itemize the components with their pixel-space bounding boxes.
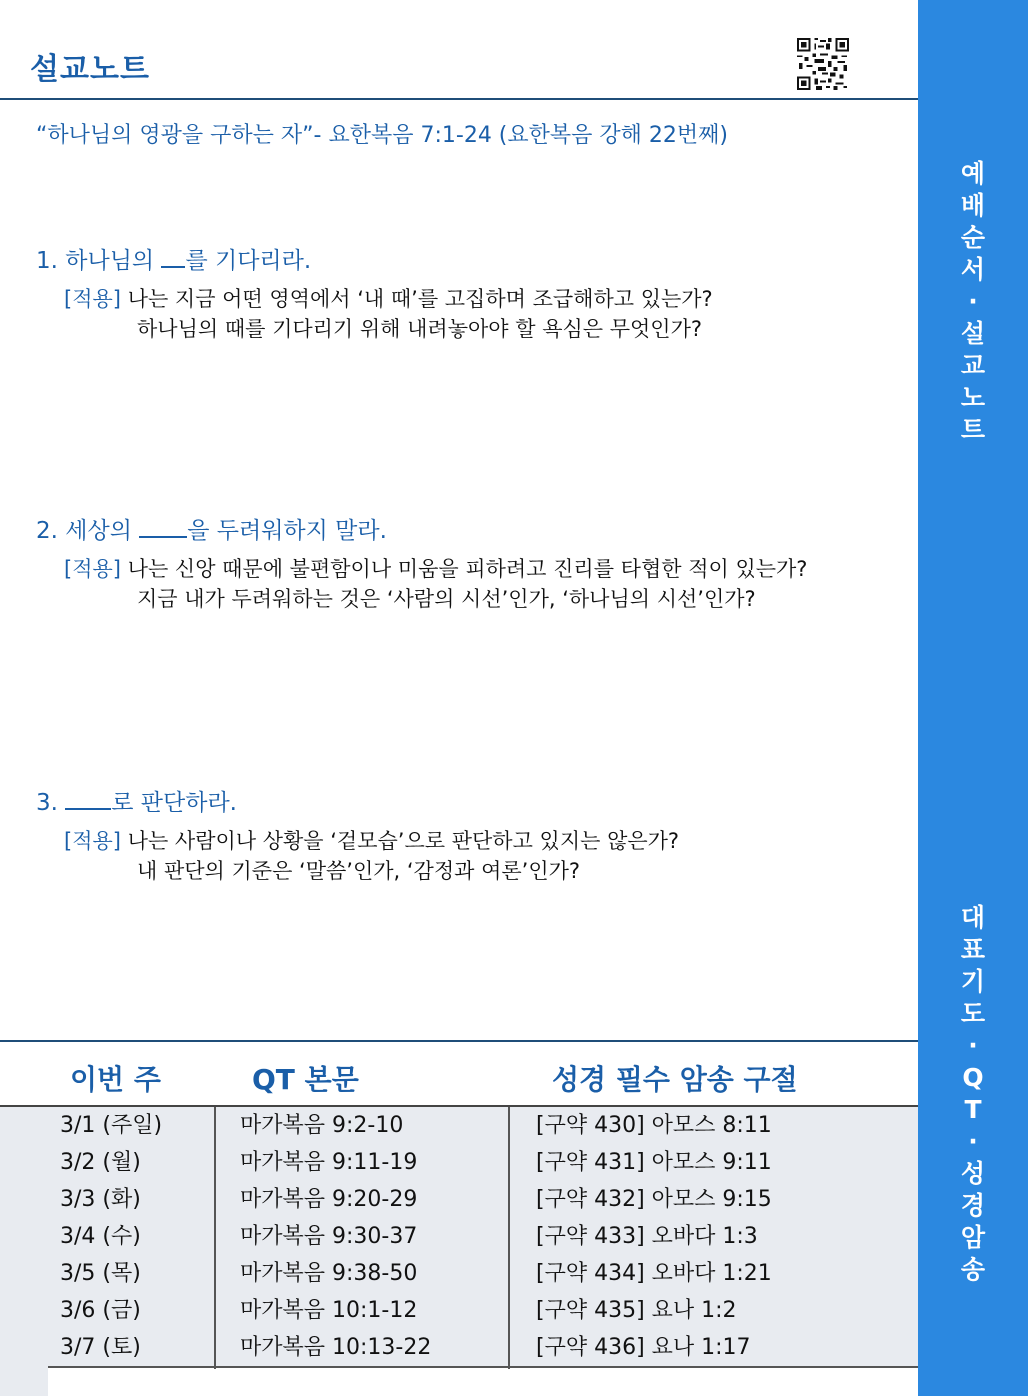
table-cell-verse: [구약 430] 아모스 8:11 — [536, 1113, 772, 1138]
apply-tag: [적용] — [64, 557, 121, 581]
table-cell-date: 3/1 (주일) — [60, 1113, 163, 1138]
apply-question-1: 나는 신앙 때문에 불편함이나 미움을 피하려고 진리를 타협한 적이 있는가? — [127, 557, 808, 581]
column-header-memory-verse: 성경 필수 암송 구절 — [552, 1063, 798, 1096]
apply-question-2: 지금 내가 두려워하는 것은 ‘사람의 시선’인가, ‘하나님의 시선’인가? — [137, 587, 756, 611]
point-3-title — [36, 784, 237, 817]
table-row — [48, 1255, 918, 1294]
header-divider — [0, 98, 918, 100]
table-row — [48, 1329, 918, 1368]
table-column-divider — [508, 1107, 510, 1369]
table-row — [48, 1181, 918, 1220]
fill-in-blank[interactable] — [161, 246, 185, 268]
table-row — [48, 1107, 918, 1146]
apply-question-1: 나는 지금 어떤 영역에서 ‘내 때’를 고집하며 조급해하고 있는가? — [127, 287, 713, 311]
point-2-title — [36, 512, 387, 545]
point-text-after: 를 기다리라. — [185, 248, 312, 274]
table-left-margin — [0, 1107, 48, 1396]
table-cell-qt: 마가복음 9:20-29 — [240, 1187, 418, 1212]
fill-in-blank[interactable] — [65, 788, 111, 810]
table-column-divider — [214, 1107, 216, 1369]
apply-question-2: 내 판단의 기준은 ‘말씀’인가, ‘감정과 여론’인가? — [137, 859, 581, 883]
point-text-after: 로 판단하라. — [111, 790, 237, 816]
table-cell-verse: [구약 434] 오바다 1:21 — [536, 1261, 772, 1286]
fill-in-blank[interactable] — [139, 516, 187, 538]
table-cell-qt: 마가복음 9:2-10 — [240, 1113, 404, 1138]
point-2-application — [64, 554, 807, 614]
qr-code-icon[interactable] — [795, 36, 851, 92]
sidebar-tab[interactable] — [918, 0, 1028, 1396]
table-cell-verse: [구약 436] 요나 1:17 — [536, 1335, 751, 1360]
table-cell-date: 3/6 (금) — [60, 1298, 141, 1323]
sidebar-label-worship-notes[interactable]: 예 배 순 서 · 설 교 노 트 — [960, 159, 986, 444]
point-number: 2. — [36, 518, 58, 544]
point-number: 3. — [36, 790, 58, 816]
table-cell-verse: [구약 435] 요나 1:2 — [536, 1298, 737, 1323]
column-header-qt: QT 본문 — [252, 1063, 359, 1096]
table-row — [48, 1218, 918, 1257]
table-cell-qt: 마가복음 10:1-12 — [240, 1298, 418, 1323]
table-cell-date: 3/5 (목) — [60, 1261, 141, 1286]
point-number: 1. — [36, 248, 58, 274]
apply-question-1: 나는 사람이나 상황을 ‘겉모습’으로 판단하고 있지는 않은가? — [127, 829, 680, 853]
point-1-title — [36, 242, 311, 275]
sermon-subtitle: “하나님의 영광을 구하는 자”- 요한복음 7:1-24 (요한복음 강해 22번째) — [36, 123, 728, 148]
table-cell-qt: 마가복음 9:30-37 — [240, 1224, 418, 1249]
table-cell-verse: [구약 431] 아모스 9:11 — [536, 1150, 772, 1175]
point-text-before: 하나님의 — [65, 248, 162, 274]
table-top-divider — [0, 1040, 918, 1042]
point-1-application — [64, 284, 713, 344]
point-3-application — [64, 826, 679, 886]
table-cell-verse: [구약 432] 아모스 9:15 — [536, 1187, 772, 1212]
table-row — [48, 1144, 918, 1183]
apply-tag: [적용] — [64, 287, 121, 311]
table-cell-verse: [구약 433] 오바다 1:3 — [536, 1224, 758, 1249]
table-cell-qt: 마가복음 10:13-22 — [240, 1335, 432, 1360]
table-cell-date: 3/3 (화) — [60, 1187, 141, 1212]
sidebar-label-prayer-qt[interactable]: 대 표 기 도 · Q T · 성 경 암 송 — [960, 903, 986, 1284]
table-row — [48, 1292, 918, 1331]
table-cell-qt: 마가복음 9:38-50 — [240, 1261, 418, 1286]
table-cell-date: 3/2 (월) — [60, 1150, 141, 1175]
page-title: 설교노트 — [30, 52, 150, 87]
point-text-after: 을 두려워하지 말라. — [187, 518, 387, 544]
table-cell-date: 3/7 (토) — [60, 1335, 141, 1360]
apply-question-2: 하나님의 때를 기다리기 위해 내려놓아야 할 욕심은 무엇인가? — [137, 317, 703, 341]
apply-tag: [적용] — [64, 829, 121, 853]
point-text-before: 세상의 — [65, 518, 140, 544]
table-cell-qt: 마가복음 9:11-19 — [240, 1150, 418, 1175]
column-header-week: 이번 주 — [70, 1063, 161, 1096]
table-cell-date: 3/4 (수) — [60, 1224, 141, 1249]
